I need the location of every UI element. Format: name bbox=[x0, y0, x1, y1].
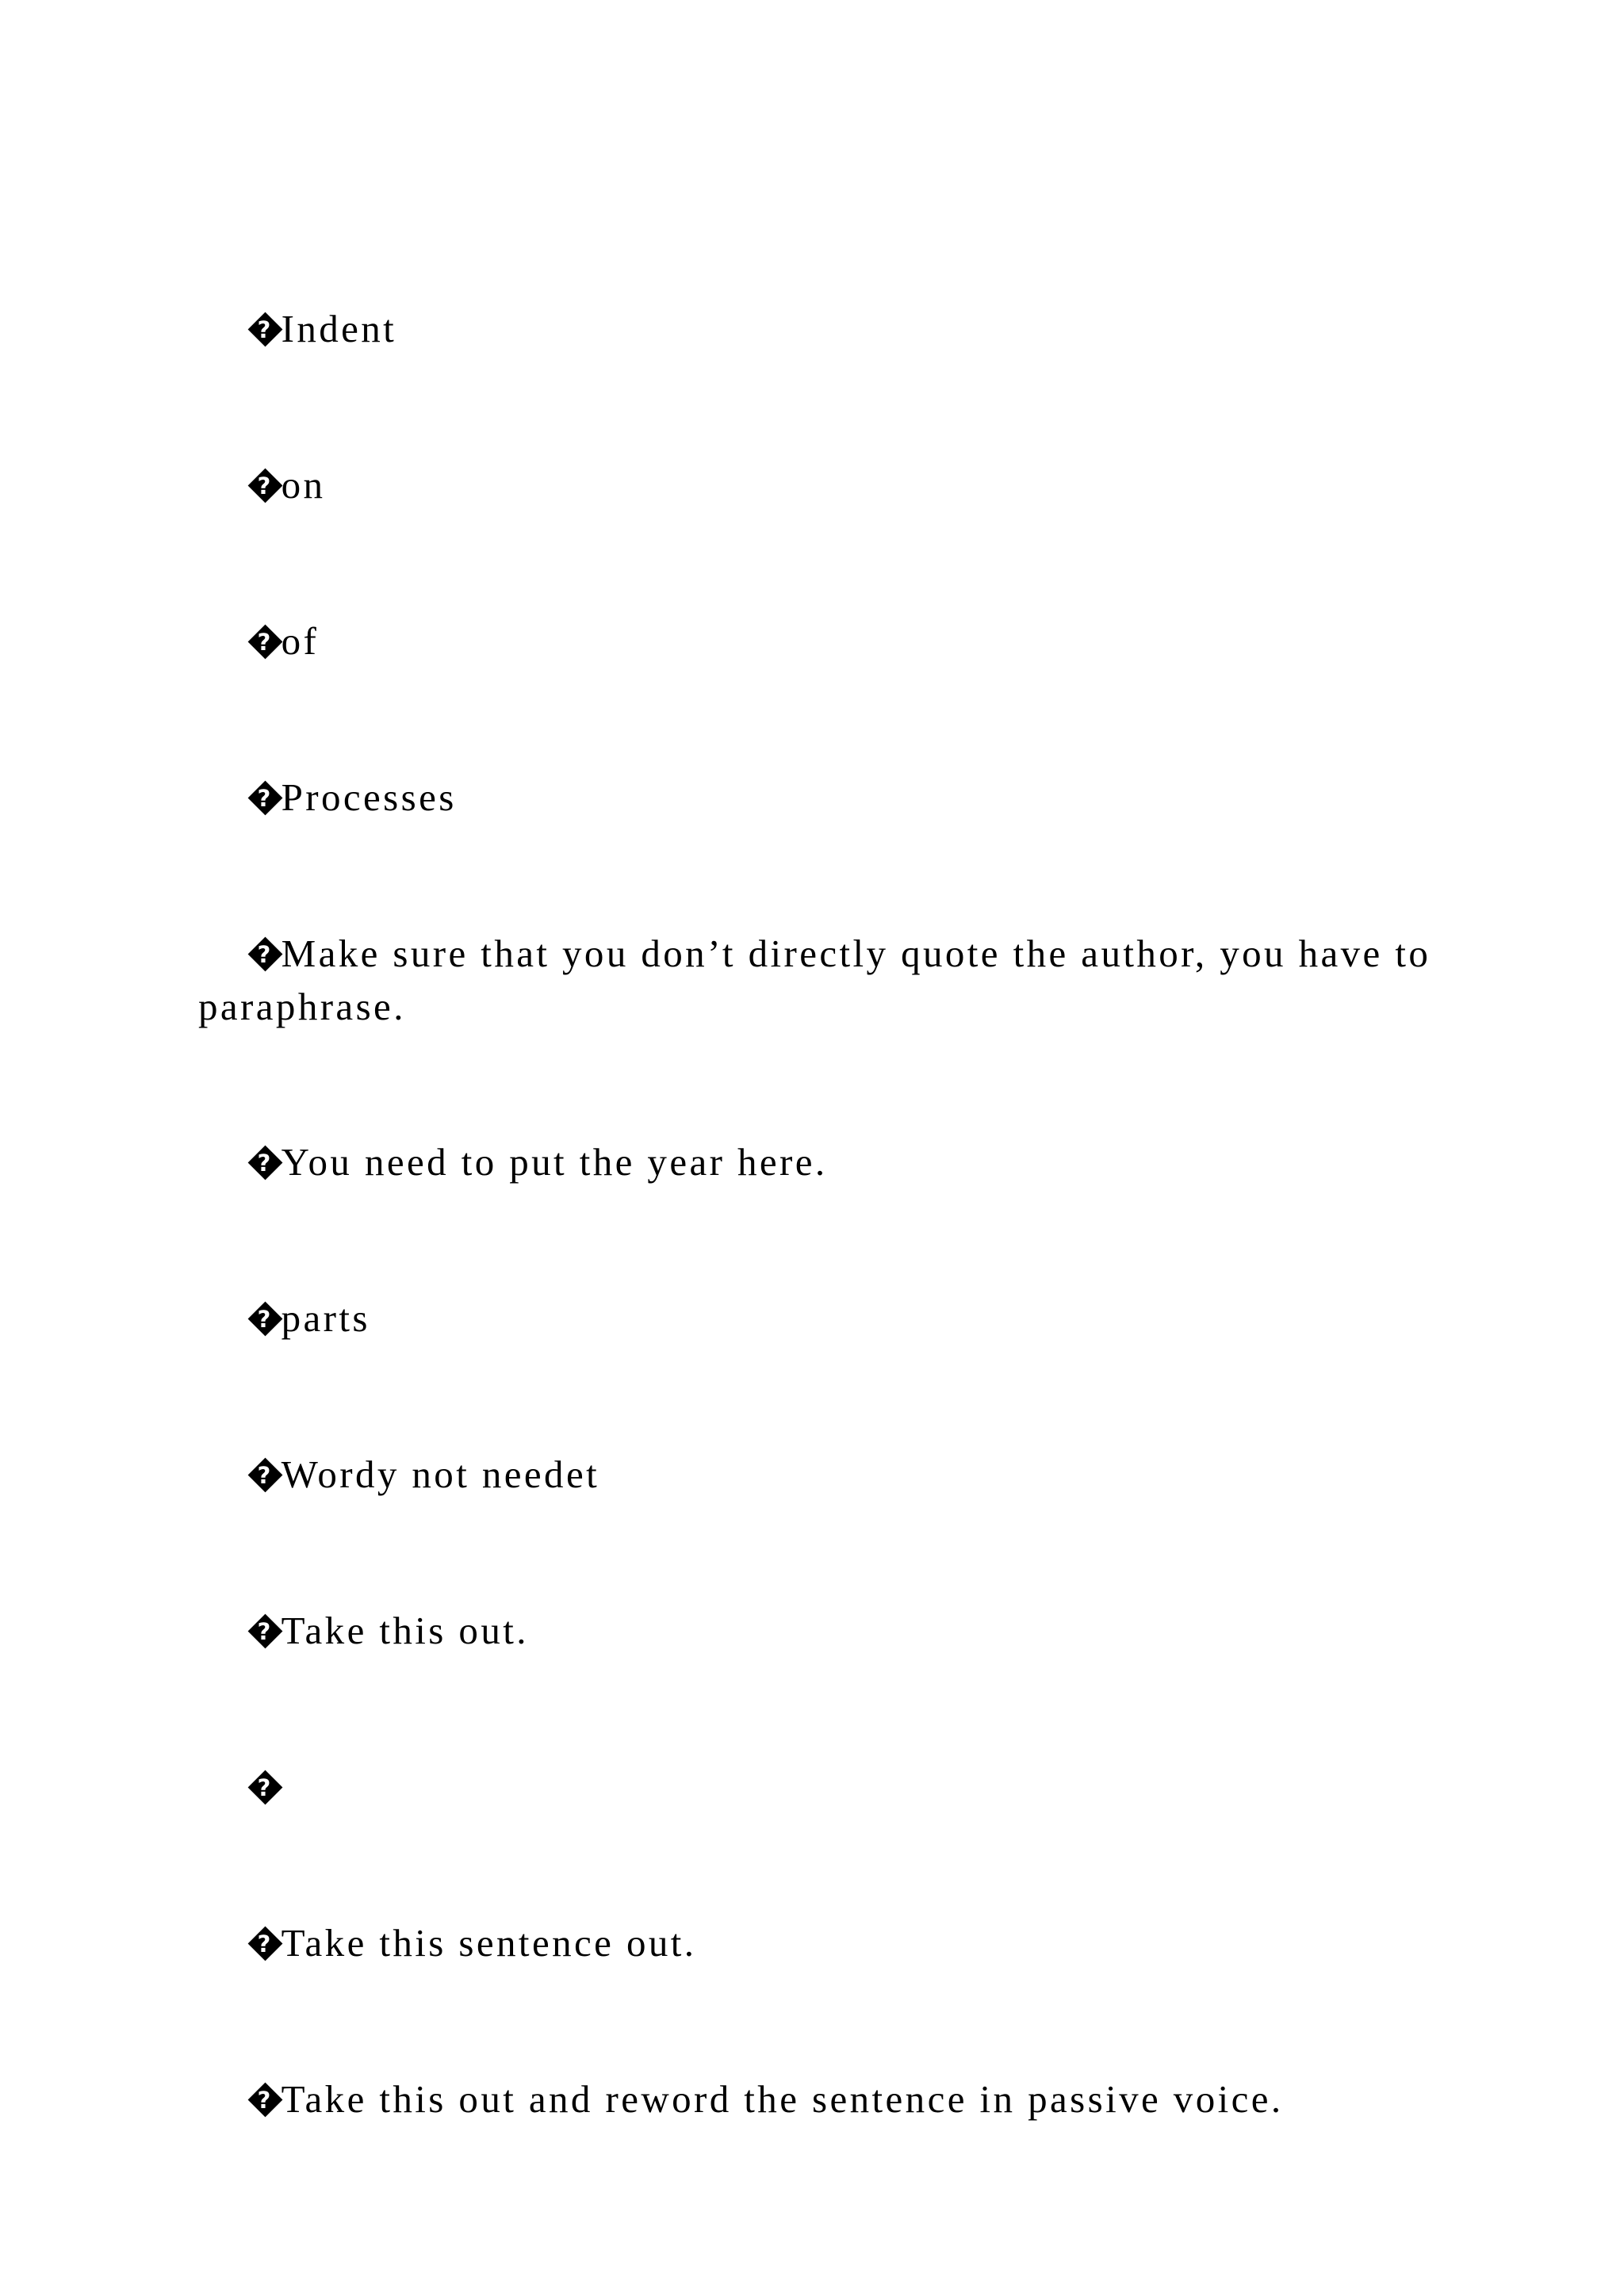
replacement-character-icon bbox=[248, 2083, 283, 2118]
comment-line-4 bbox=[198, 718, 1467, 877]
comment-text: Make sure that you don’t directly quote the author, you have to paraphrase. bbox=[198, 932, 1443, 1028]
replacement-character-icon bbox=[248, 781, 283, 816]
comment-text: Processes bbox=[281, 775, 457, 819]
comment-line-8 bbox=[198, 1395, 1467, 1554]
comment-line-1 bbox=[198, 249, 1467, 408]
comment-text: Take this sentence out. bbox=[281, 1921, 697, 1965]
replacement-character-icon bbox=[248, 1770, 283, 1805]
comment-line-10 bbox=[198, 1707, 1467, 1866]
comment-text: of bbox=[281, 619, 320, 663]
replacement-character-icon bbox=[248, 469, 283, 503]
replacement-character-icon bbox=[248, 1302, 283, 1337]
comment-line-7 bbox=[198, 1238, 1467, 1398]
comment-line-2 bbox=[198, 405, 1467, 564]
comment-text: Wordy not needet bbox=[281, 1452, 600, 1496]
comment-line-5 bbox=[198, 874, 1467, 1086]
replacement-character-icon bbox=[248, 1146, 283, 1181]
replacement-character-icon bbox=[248, 312, 283, 347]
replacement-character-icon bbox=[248, 937, 283, 972]
comment-line-3 bbox=[198, 561, 1467, 721]
comment-text: Indent bbox=[281, 307, 397, 350]
replacement-character-icon bbox=[248, 1927, 283, 1961]
comment-line-12 bbox=[198, 2019, 1467, 2179]
replacement-character-icon bbox=[248, 1458, 283, 1493]
replacement-character-icon bbox=[248, 625, 283, 660]
comment-text: parts bbox=[281, 1296, 370, 1340]
comment-line-6 bbox=[198, 1082, 1467, 1242]
comment-text: Take this out. bbox=[281, 1609, 529, 1652]
comment-text: You need to put the year here. bbox=[281, 1140, 828, 1184]
comment-text: Take this out and reword the sentence in passive voice. bbox=[281, 2077, 1284, 2121]
comment-line-9 bbox=[198, 1551, 1467, 1710]
comment-line-11 bbox=[198, 1863, 1467, 2022]
replacement-character-icon bbox=[248, 1614, 283, 1649]
comment-text: on bbox=[281, 463, 326, 507]
